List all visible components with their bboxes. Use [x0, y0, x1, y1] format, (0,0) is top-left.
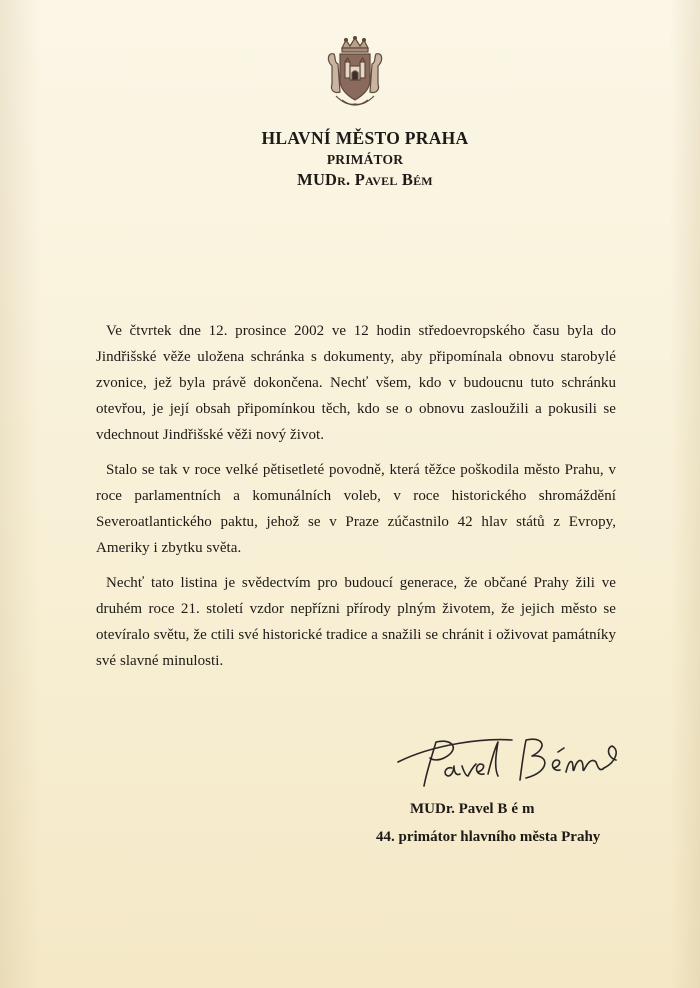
signatory-surname: Bém: [497, 801, 539, 817]
paragraph-2: Stalo se tak v roce velké pětisetleté povodně, která těžce poškodila město Prahu, v roce parlamentních a komunálních voleb, v roce historického shromáždění Severoatlantického paktu, jehož se v Praze zúčastnilo 42 hlav států z Evropy, Ameriky i zbytku světa.: [96, 462, 616, 556]
signatory-name: [410, 801, 539, 818]
prague-coat-of-arms-icon: [322, 36, 388, 110]
paragraph-3: Nechť tato listina je svědectvím pro budoucí generace, že občané Prahy žili ve druhém roce 21. století vzdor nepřízni přírody plným životem, že jejich město se otevíralo světu, že ctili své historické tradice a snažili se chránit i oživovat památníky své slavné minulosti.: [96, 575, 616, 669]
city-heading: HLAVNÍ MĚSTO PRAHA: [261, 128, 469, 148]
signatory-title: 44. primátor hlavního města Prahy: [376, 829, 601, 845]
mayor-name-heading: MUDr. Pavel Bém: [297, 170, 433, 189]
paragraph-1: Ve čtvrtek dne 12. prosince 2002 ve 12 hodin středoevropského času byla do Jindřišské věže uložena schránka s dokumenty, aby připomínala obnovu starobylé zvonice, jež byla právě dokončena. Nechť všem, kdo v budoucnu tuto schránku otevřou, je její obsah připomínkou těch, kdo se o obnovu zasloužili a pokusili se vdechnout Jindřišské věži nový život.: [96, 323, 616, 443]
handwritten-signature: [394, 728, 634, 800]
signatory-name-prefix: MUDr. Pavel: [410, 801, 494, 817]
letter-body: [96, 318, 616, 674]
role-heading: PRIMÁTOR: [326, 152, 404, 167]
